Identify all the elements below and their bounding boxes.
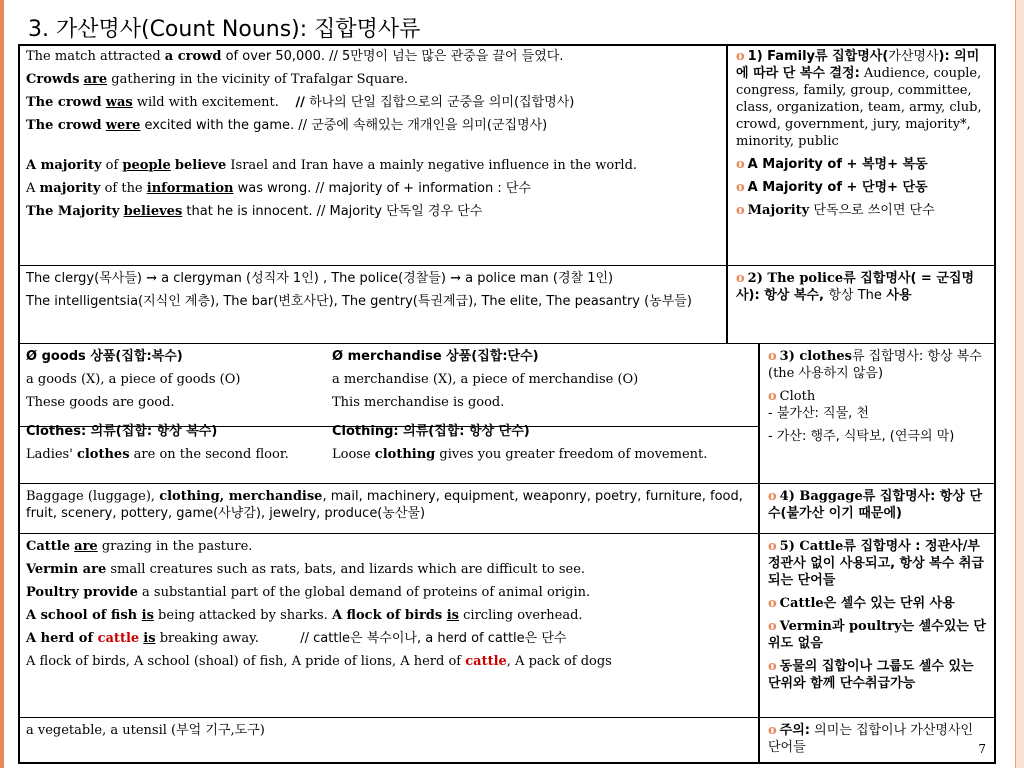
row1-examples	[18, 44, 726, 265]
row-vegetable-utensil	[18, 718, 996, 764]
bullet-icon: o	[768, 489, 777, 504]
row2-note	[726, 266, 996, 343]
example-line: The intelligentsia(지식인 계층), The bar(변호사단), The gentry(특권계급), The elite, The peasantry (농부들)	[26, 294, 692, 309]
example-line: A majority of the information was wrong. // majority of + information : 단수	[26, 181, 531, 196]
bullet-icon: o	[768, 619, 777, 634]
row6-examples: a vegetable, a utensil (부엌 기구,도구)	[26, 723, 265, 738]
note-item: o 2) The police류 집합명사( = 군집명사): 항상 복수, 항상 The 사용	[736, 271, 975, 303]
note-item: o 1) Family류 집합명사(가산명사): 의미에 따라 단 복수 결정: Audience, couple, congress, family, group, committee, class, organization, team, army, club, crowd, government, jury, majority*, minority, public	[736, 49, 982, 149]
row3-note: o 3) clothes류 집합명사: 항상 복수 (the 사용하지 않음) o Cloth - 불가산: 직물, 천 - 가산: 행주, 식탁보, (연극의 막)	[758, 344, 996, 483]
example-line: A majority of people believe Israel and Iran have a mainly negative influence in the world.	[26, 158, 638, 173]
row4-note	[758, 484, 996, 533]
row-goods-clothes	[18, 344, 996, 484]
bullet-icon: o	[768, 349, 777, 364]
example-line: The crowd were excited with the game. // 군중에 속해있는 개개인을 의미(군집명사)	[26, 118, 548, 133]
bullet-icon: o	[768, 723, 777, 738]
bullet-icon: o	[768, 596, 777, 611]
note-item: o 3) clothes류 집합명사: 항상 복수 (the 사용하지 않음)	[768, 349, 982, 381]
bullet-icon: o	[736, 203, 745, 218]
note-item: o 4) Baggage류 집합명사: 항상 단수(불가산 이기 때문에)	[768, 489, 983, 521]
note-item: o Cattle은 셀수 있는 단위 사용	[768, 596, 955, 611]
bullet-icon: o	[736, 180, 745, 195]
note-item: o Cloth	[768, 389, 816, 404]
bullet-icon: o	[736, 49, 745, 64]
example-line: The crowd was wild with excitement. // 하나의 단일 집합으로의 군중을 의미(집합명사)	[26, 95, 575, 110]
bullet-icon: o	[768, 659, 777, 674]
row5-note	[758, 534, 996, 717]
page-number: 7	[978, 742, 986, 756]
row6-note	[758, 718, 996, 764]
note-item: o 주의: 의미는 집합이나 가산명사인 단어들	[768, 723, 974, 755]
row3-examples: Ø goods 상품(집합:복수) Ø merchandise 상품(집합:단수) a goods (X), a piece of goods (O) a merchandise (X), a piece of merchandise (O) These goods are good. This merchandise is good. Clothes: 의류(집합: 항상 복수) Clothing: 의류(집합: 항상 단수) Ladies' clothes are on the second floor. Loose clothing gives you greater freedom of movement.	[18, 344, 758, 483]
bullet-icon: o	[736, 157, 745, 172]
row2-examples	[18, 266, 726, 343]
slide-left-border	[0, 0, 4, 768]
bullet-icon: o	[768, 539, 777, 554]
note-item: o A Majority of + 단명+ 단동	[736, 180, 928, 195]
example-line: The match attracted a crowd of over 50,000. // 5만명이 넘는 많은 관중을 끌어 들였다.	[26, 49, 564, 64]
bullet-icon: o	[736, 271, 745, 286]
example-line: The Majority believes that he is innocent. // Majority 단독일 경우 단수	[26, 204, 483, 219]
inner-divider	[18, 426, 758, 427]
note-item: o 동물의 집합이나 그룹도 셀수 있는 단위와 함께 단수취급가능	[768, 659, 974, 691]
note-item: o A Majority of + 복명+ 복동	[736, 157, 928, 172]
note-item: o 5) Cattle류 집합명사 : 정관사/부정관사 없이 사용되고, 항상 복수 취급되는 단어들	[768, 539, 984, 588]
note-item: o Majority 단독으로 쓰이면 단수	[736, 203, 935, 218]
row-cattle-nouns	[18, 534, 996, 718]
arrow-right-icon: →	[146, 271, 157, 286]
arrow-right-icon: →	[450, 271, 461, 286]
row4-examples: Baggage (luggage), clothing, merchandise, mail, machinery, equipment, weaponry, poetry, furniture, food, fruit, scenery, pottery, game(사냥감), jewelry, produce(농산물)	[26, 489, 743, 521]
row-family-nouns	[18, 44, 996, 266]
example-line: The clergy(목사들) → a clergyman (성직자 1인) , The police(경찰들) → a police man (경찰 1인)	[26, 271, 614, 286]
row-police-nouns	[18, 266, 996, 344]
row-baggage-nouns	[18, 484, 996, 534]
page-title: 3. 가산명사(Count Nouns): 집합명사류	[28, 17, 421, 42]
slide-right-border	[1015, 0, 1024, 768]
note-item: o Vermin과 poultry는 셀수있는 단위도 없음	[768, 619, 986, 651]
row1-note	[726, 44, 996, 265]
example-line: Crowds are gathering in the vicinity of Trafalgar Square.	[26, 72, 409, 87]
bullet-icon: o	[768, 389, 777, 404]
row5-examples: Cattle are grazing in the pasture. Vermin are small creatures such as rats, bats, and lizards which are difficult to see. Poultry provide a substantial part of the global demand of proteins of animal origin. A school of fish is being attacked by sharks. A flock of birds is circling overhead. A herd of cattle is breaking away. // cattle은 복수이나, a herd of cattle은 단수 A flock of birds, A school (shoal) of fish, A pride of lions, A herd of cattle, A pack of dogs	[26, 539, 612, 669]
